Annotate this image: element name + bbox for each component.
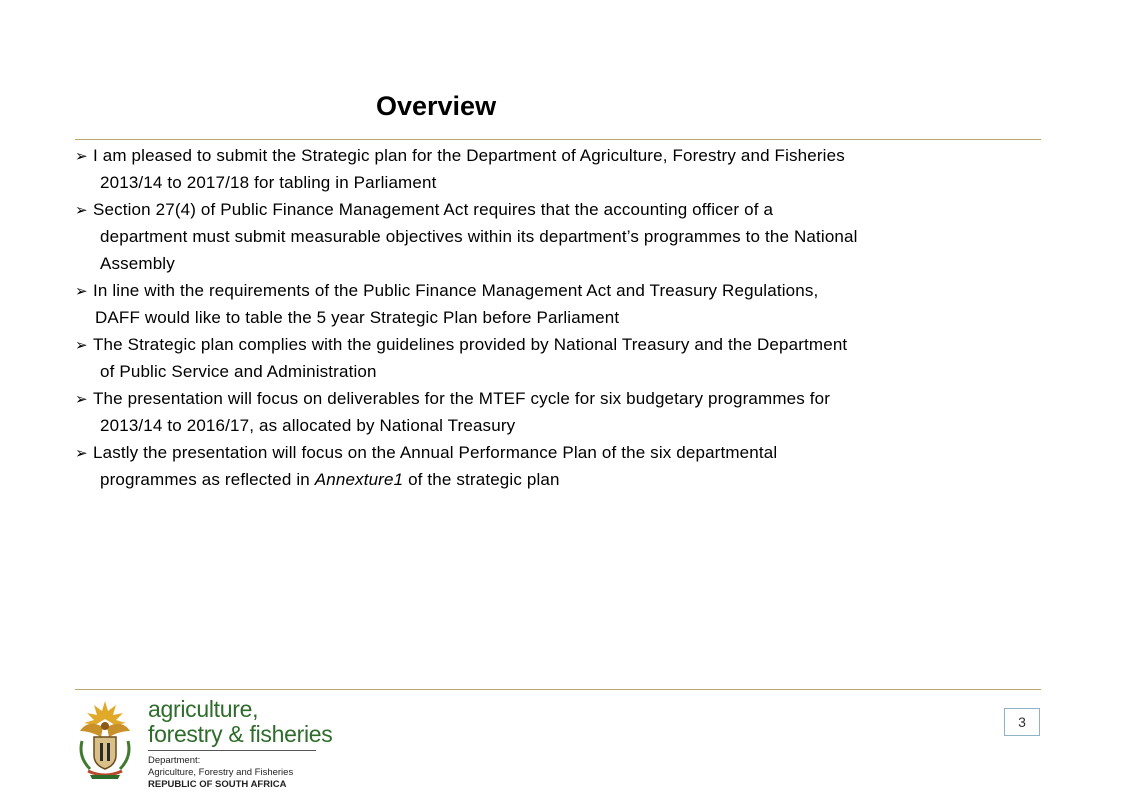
slide-title: Overview <box>376 91 497 121</box>
bullet-item <box>75 196 1055 223</box>
bullet-continuation: of Public Service and Administration <box>100 362 377 381</box>
logo-divider <box>148 750 316 751</box>
bullet-item <box>75 331 1055 358</box>
department-logo <box>74 696 333 790</box>
department-label: Department: <box>148 755 201 766</box>
country-name: REPUBLIC OF SOUTH AFRICA <box>148 779 287 790</box>
arrow-bullet-icon: ➢ <box>75 283 88 300</box>
title-divider <box>75 139 1041 140</box>
bullet-item <box>75 385 1055 412</box>
logo-text <box>148 697 332 791</box>
arrow-bullet-icon: ➢ <box>75 148 88 165</box>
bullet-continuation: department must submit measurable objectives within its department’s programmes to the National <box>100 227 858 246</box>
arrow-bullet-icon: ➢ <box>75 445 88 462</box>
arrow-bullet-icon: ➢ <box>75 337 88 354</box>
bullet-continuation: 2013/14 to 2017/18 for tabling in Parliament <box>100 173 437 192</box>
bullet-text: The Strategic plan complies with the guidelines provided by National Treasury and the Department <box>93 335 848 354</box>
bullet-continuation: 2013/14 to 2016/17, as allocated by National Treasury <box>100 416 516 435</box>
bullet-continuation: Assembly <box>100 254 175 273</box>
bullet-item <box>75 439 1055 466</box>
page-number: 3 <box>1004 708 1040 736</box>
bullet-continuation: DAFF would like to table the 5 year Strategic Plan before Parliament <box>95 308 620 327</box>
bullet-item <box>75 142 1055 169</box>
bullet-list <box>75 142 1055 493</box>
footer-divider <box>75 689 1041 690</box>
bullet-item <box>75 277 1055 304</box>
bullet-text-segment: programmes as reflected in <box>100 470 315 489</box>
bullet-text: I am pleased to submit the Strategic plan for the Department of Agriculture, Forestry and Fisheries <box>93 146 845 165</box>
bullet-text: The presentation will focus on deliverables for the MTEF cycle for six budgetary programmes for <box>93 389 831 408</box>
department-name: Agriculture, Forestry and Fisheries <box>148 767 294 778</box>
bullet-text: In line with the requirements of the Public Finance Management Act and Treasury Regulations, <box>93 281 819 300</box>
bullet-text: Lastly the presentation will focus on the Annual Performance Plan of the six departmental <box>93 443 778 462</box>
south-africa-coat-of-arms-icon <box>74 697 136 781</box>
arrow-bullet-icon: ➢ <box>75 391 88 408</box>
bullet-continuation <box>75 466 1055 493</box>
bullet-text: Section 27(4) of Public Finance Management Act requires that the accounting officer of a <box>93 200 774 219</box>
bullet-text-segment: of the strategic plan <box>403 470 560 489</box>
annexure-reference: Annexture1 <box>314 470 404 489</box>
brand-line-1: agriculture, <box>148 696 259 722</box>
brand-line-2: forestry & fisheries <box>148 721 333 747</box>
arrow-bullet-icon: ➢ <box>75 202 88 219</box>
